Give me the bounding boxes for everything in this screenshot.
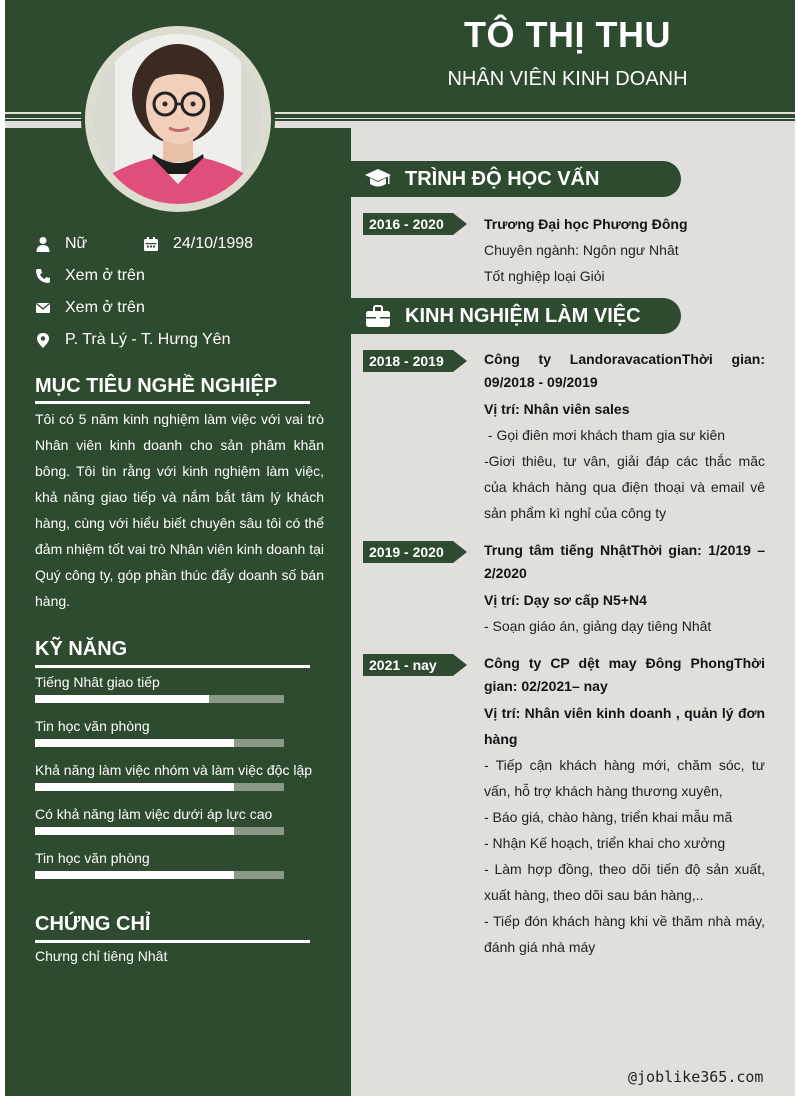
skill-bar [35, 783, 284, 791]
date-tag [363, 350, 467, 372]
skill-bar [35, 695, 284, 703]
birthday-value: 24/10/1998 [173, 235, 254, 252]
job-duty: - Gọi điên mơi khách tham gia sư kiên [484, 427, 726, 443]
watermark: @joblike365.com [628, 1068, 764, 1086]
company-name: Công ty LandoravacationThời gian: 09/2018 - 09/2019 [484, 351, 765, 390]
skill-bar [35, 871, 284, 879]
job-period: 2021 - nay [369, 657, 437, 673]
job-position: Vị trí: Dạy sơ cấp N5+N4 [484, 592, 647, 608]
address-value: P. Trà Lý - T. Hưng Yên [65, 331, 231, 348]
email-row [35, 299, 145, 317]
objective-underline [35, 401, 310, 404]
company-name: Công ty CP dệt may Đông PhongThời gian: 02/2021– nay [484, 655, 765, 694]
experience-entry [484, 539, 765, 585]
education-entry [484, 211, 765, 289]
certificate-item: Chưng chỉ tiêng Nhât [35, 948, 168, 964]
job-period: 2019 - 2020 [369, 544, 444, 560]
certificates-heading: CHỨNG CHỈ [35, 913, 151, 935]
skill-bar-fill [35, 739, 234, 747]
job-period: 2018 - 2019 [369, 353, 444, 369]
address-row [35, 331, 230, 349]
calendar-icon [143, 236, 159, 252]
candidate-title: NHÂN VIÊN KINH DOANH [447, 68, 688, 90]
education-heading-bar [351, 161, 681, 197]
candidate-name: TÔ THỊ THU [464, 14, 671, 55]
skill-label: Có khả năng làm việc dưới áp lực cao [35, 806, 273, 822]
skill-bar-fill [35, 871, 234, 879]
avatar [93, 34, 263, 204]
job-duty: -Giơi thiêu, tư vân, giải đáp các thắc măc của khách hàng qua điện thoại và email vê sản phẩm kì nghỉ của công ty [484, 453, 765, 521]
experience-entry [484, 652, 765, 698]
job-duty: - Nhận Kế hoạch, triển khai cho xưởng [484, 835, 726, 851]
gender-value: Nữ [65, 235, 88, 252]
certificates-underline [35, 940, 310, 943]
experience-entry-details [484, 587, 765, 639]
experience-entry [484, 348, 765, 394]
location-pin-icon [35, 332, 51, 348]
job-position: Vị trí: Nhân viên sales [484, 401, 630, 417]
experience-entry-details [484, 700, 765, 960]
skill-bar-fill [35, 695, 209, 703]
job-duty: - Tiếp đón khách hàng khi về thăm nhà máy, đánh giá nhà máy [484, 913, 765, 955]
skill-label: Khả năng làm việc nhóm và làm việc độc lập [35, 762, 313, 778]
experience-heading: KINH NGHIỆM LÀM VIỆC [405, 305, 641, 327]
job-position: Vị trí: Nhân viên kinh doanh , quản lý đơn hàng [484, 705, 765, 747]
skills-heading: KỸ NĂNG [35, 638, 128, 660]
education-heading: TRÌNH ĐỘ HỌC VẤN [405, 168, 600, 190]
company-name: Trung tâm tiếng NhậtThời gian: 1/2019 – 2/2020 [484, 542, 765, 581]
skill-label: Tiếng Nhât giao tiếp [35, 674, 160, 690]
education-period: 2016 - 2020 [369, 216, 444, 232]
date-tag [363, 541, 467, 563]
date-tag [363, 213, 467, 235]
skill-bar [35, 739, 284, 747]
job-duty: - Làm hợp đồng, theo dõi tiến độ sản xuất, xuất hàng, theo dõi sau bán hàng,.. [484, 861, 765, 903]
phone-icon [35, 268, 51, 284]
job-duty: - Soạn giáo án, giảng dạy tiêng Nhât [484, 618, 712, 634]
phone-value: Xem ở trên [65, 267, 145, 284]
skill-bar-fill [35, 783, 234, 791]
experience-heading-bar [351, 298, 681, 334]
school-name: Trương Đại học Phương Đông [484, 216, 688, 232]
gender-row [35, 235, 87, 253]
job-duty: - Báo giá, chào hàng, triển khai mẫu mã [484, 809, 733, 825]
skill-bar-fill [35, 827, 234, 835]
email-value: Xem ở trên [65, 299, 145, 316]
person-icon [35, 236, 51, 252]
envelope-icon [35, 300, 51, 316]
objective-text: Tôi có 5 năm kinh nghiệm làm việc với vai trò Nhân viên kinh doanh cho sản phâm khăn bông. Tôi tin rằng với kinh nghiệm làm việc, khả năng giao tiếp và nắm bắt tâm lý khách hàng, cùng với hiểu biết chuyên sâu tôi có thể đảm nhiệm tốt vai trò Nhân viên kinh doanh tại Quý công ty, góp phần thúc đẩy doanh số bán hàng. [35, 411, 324, 609]
graduation-result: Tốt nghiệp loại Giỏi [484, 268, 605, 284]
briefcase-icon [365, 304, 391, 328]
major: Chuyên ngành: Ngôn ngư Nhât [484, 242, 679, 258]
skill-label: Tin học văn phòng [35, 718, 150, 734]
resume-page [5, 0, 795, 1096]
graduation-cap-icon [365, 167, 391, 191]
skill-bar [35, 827, 284, 835]
job-duty: - Tiếp cận khách hàng mới, chăm sóc, tư vấn, hỗ trợ khách hàng thương xuyên, [484, 757, 765, 799]
experience-entry-details [484, 396, 765, 526]
date-tag [363, 654, 467, 676]
objective-heading: MỤC TIÊU NGHỀ NGHIỆP [35, 375, 278, 397]
phone-row [35, 267, 145, 285]
avatar-photo [93, 34, 263, 204]
skills-underline [35, 665, 310, 668]
skill-label: Tin học văn phòng [35, 850, 150, 866]
birthday-row [143, 235, 253, 253]
